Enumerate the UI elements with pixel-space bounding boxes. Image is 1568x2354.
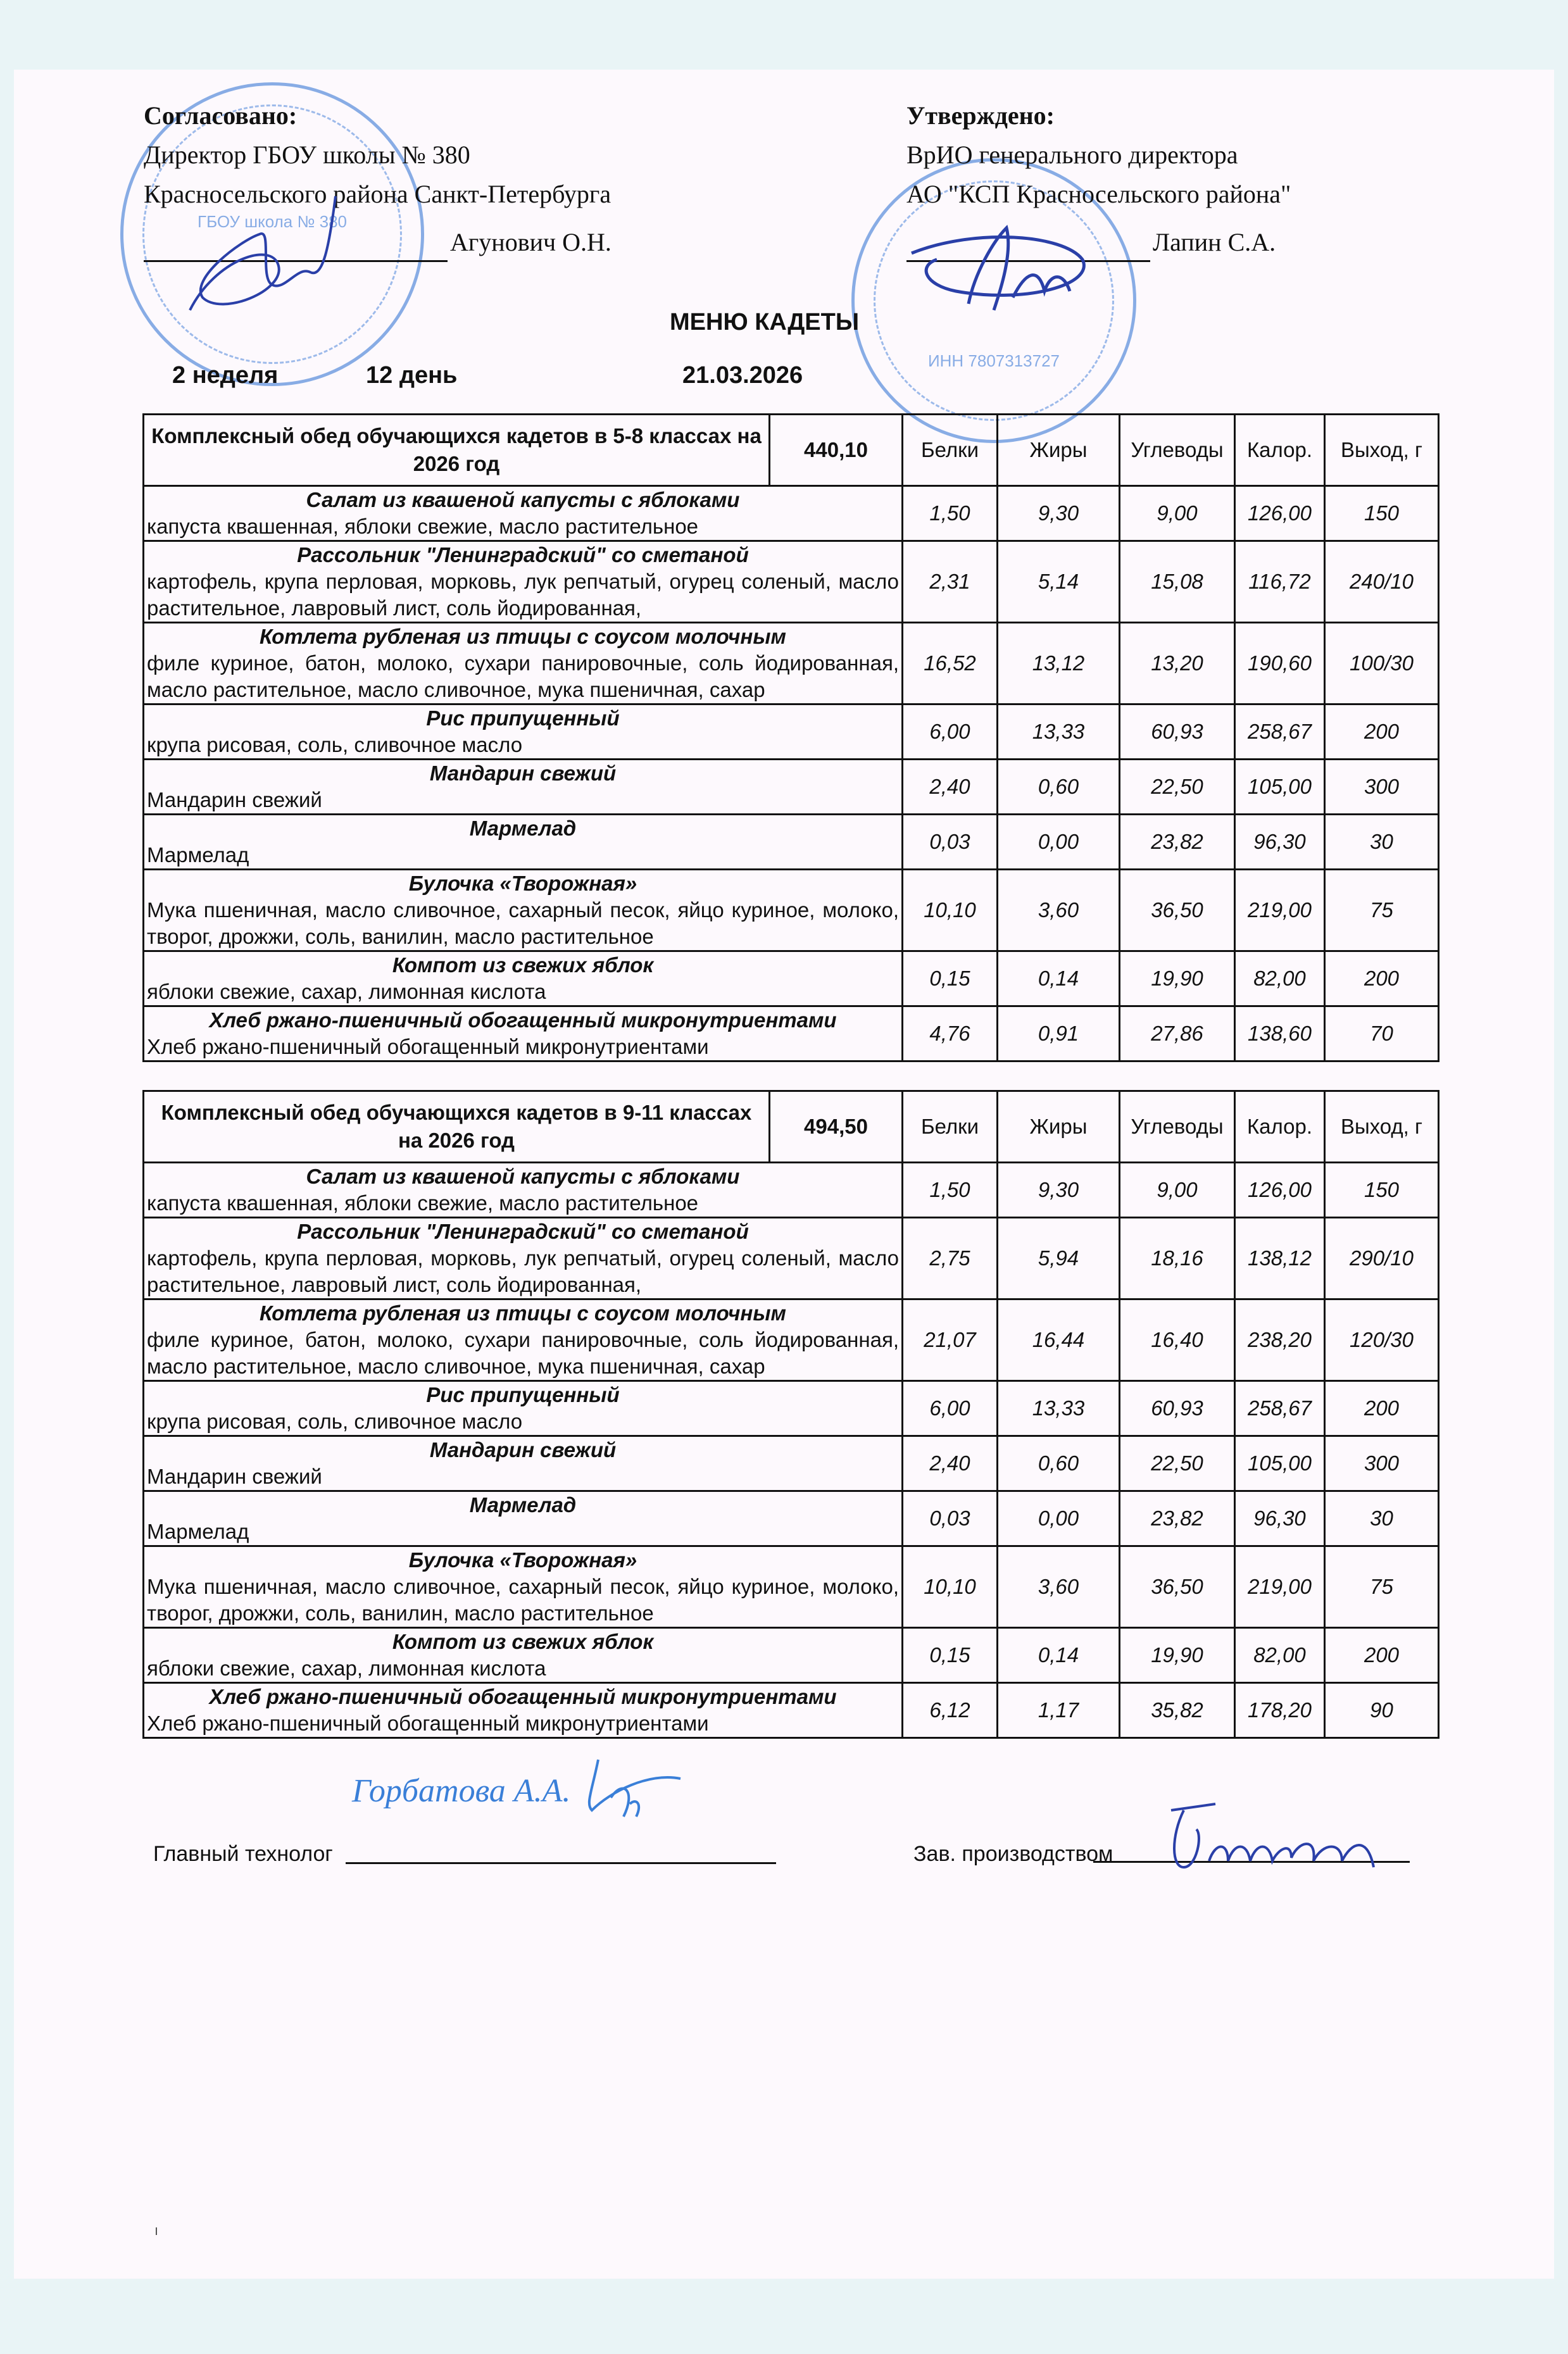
menu-day: 12 день bbox=[366, 362, 458, 389]
nutrition-value: 240/10 bbox=[1325, 541, 1439, 623]
nutrition-value: 15,08 bbox=[1120, 541, 1235, 623]
column-header: Выход, г bbox=[1325, 1091, 1439, 1163]
dish-name: Салат из квашеной капусты с яблоками bbox=[306, 1165, 740, 1188]
dish-name: Рис припущенный bbox=[426, 706, 620, 730]
nutrition-value: 300 bbox=[1325, 760, 1439, 815]
dish-row bbox=[144, 1628, 1439, 1683]
nutrition-value: 190,60 bbox=[1235, 623, 1325, 704]
nutrition-value: 16,44 bbox=[998, 1299, 1120, 1381]
nutrition-value: 300 bbox=[1325, 1436, 1439, 1491]
dish-cell bbox=[144, 623, 903, 704]
nutrition-value: 75 bbox=[1325, 1546, 1439, 1628]
dish-cell bbox=[144, 1006, 903, 1061]
dish-row bbox=[144, 951, 1439, 1006]
dish-ingredients: Мармелад bbox=[147, 843, 249, 867]
dish-ingredients: крупа рисовая, соль, сливочное масло bbox=[147, 1410, 523, 1433]
nutrition-value: 16,40 bbox=[1120, 1299, 1235, 1381]
approval-right-title: Утверждено: bbox=[906, 101, 1055, 130]
director-general-signature bbox=[899, 215, 1108, 323]
nutrition-value: 0,03 bbox=[903, 815, 998, 870]
dish-ingredients: Хлеб ржано-пшеничный обогащенный микронутриентами bbox=[147, 1712, 709, 1735]
nutrition-value: 35,82 bbox=[1120, 1683, 1235, 1738]
nutrition-value: 150 bbox=[1325, 1163, 1439, 1218]
nutrition-value: 2,40 bbox=[903, 1436, 998, 1491]
nutrition-value: 258,67 bbox=[1235, 704, 1325, 760]
dish-name: Компот из свежих яблок bbox=[392, 1630, 654, 1653]
dish-name: Котлета рубленая из птицы с соусом молочным bbox=[260, 1301, 786, 1325]
dish-cell bbox=[144, 815, 903, 870]
lunch-price: 494,50 bbox=[770, 1091, 903, 1163]
column-header: Белки bbox=[903, 415, 998, 486]
nutrition-value: 4,76 bbox=[903, 1006, 998, 1061]
dish-ingredients: филе куриное, батон, молоко, сухари панировочные, соль йодированная, масло растительное, масло сливочное, мука пшеничная, сахар bbox=[147, 1328, 899, 1378]
dish-row bbox=[144, 815, 1439, 870]
director-signature bbox=[165, 184, 354, 329]
technologist-name-stamp: Горбатова А.А. bbox=[352, 1773, 571, 1809]
nutrition-value: 9,00 bbox=[1120, 486, 1235, 541]
dish-ingredients: капуста квашенная, яблоки свежие, масло растительное bbox=[147, 515, 699, 538]
nutrition-value: 60,93 bbox=[1120, 1381, 1235, 1436]
dish-cell bbox=[144, 1436, 903, 1491]
dish-name: Мармелад bbox=[469, 817, 577, 840]
column-header: Жиры bbox=[998, 415, 1120, 486]
company-stamp: ИНН 7807313727 bbox=[851, 158, 1136, 443]
technologist-signature bbox=[573, 1753, 687, 1829]
dish-ingredients: Мармелад bbox=[147, 1520, 249, 1543]
nutrition-value: 13,12 bbox=[998, 623, 1120, 704]
dish-ingredients: Мука пшеничная, масло сливочное, сахарный песок, яйцо куриное, молоко, творог, дрожжи, соль, ванилин, масло растительное bbox=[147, 898, 899, 948]
dish-row bbox=[144, 1299, 1439, 1381]
dish-name: Рассольник "Ленинградский" со сметаной bbox=[297, 1220, 749, 1243]
nutrition-value: 0,00 bbox=[998, 1491, 1120, 1546]
dish-row bbox=[144, 1381, 1439, 1436]
approval-left-line: Директор ГБОУ школы № 380 bbox=[144, 141, 470, 169]
nutrition-value: 100/30 bbox=[1325, 623, 1439, 704]
dish-name: Хлеб ржано-пшеничный обогащенный микронутриентами bbox=[209, 1685, 837, 1708]
nutrition-value: 1,17 bbox=[998, 1683, 1120, 1738]
nutrition-value: 126,00 bbox=[1235, 486, 1325, 541]
dish-row bbox=[144, 623, 1439, 704]
dish-row bbox=[144, 486, 1439, 541]
dish-cell bbox=[144, 1546, 903, 1628]
column-header: Калор. bbox=[1235, 1091, 1325, 1163]
nutrition-value: 105,00 bbox=[1235, 1436, 1325, 1491]
nutrition-value: 5,14 bbox=[998, 541, 1120, 623]
nutrition-value: 138,60 bbox=[1235, 1006, 1325, 1061]
nutrition-value: 219,00 bbox=[1235, 1546, 1325, 1628]
nutrition-value: 2,75 bbox=[903, 1218, 998, 1299]
dish-row bbox=[144, 541, 1439, 623]
nutrition-value: 96,30 bbox=[1235, 815, 1325, 870]
nutrition-value: 0,00 bbox=[998, 815, 1120, 870]
nutrition-value: 23,82 bbox=[1120, 815, 1235, 870]
dish-cell bbox=[144, 1218, 903, 1299]
dish-ingredients: яблоки свежие, сахар, лимонная кислота bbox=[147, 1656, 546, 1680]
nutrition-value: 22,50 bbox=[1120, 1436, 1235, 1491]
dish-name: Булочка «Творожная» bbox=[408, 1548, 637, 1572]
chief-technologist-label: Главный технолог bbox=[153, 1842, 333, 1866]
dish-name: Рассольник "Ленинградский" со сметаной bbox=[297, 543, 749, 567]
column-header: Углеводы bbox=[1120, 1091, 1235, 1163]
nutrition-value: 23,82 bbox=[1120, 1491, 1235, 1546]
nutrition-value: 200 bbox=[1325, 1628, 1439, 1683]
nutrition-value: 138,12 bbox=[1235, 1218, 1325, 1299]
nutrition-value: 150 bbox=[1325, 486, 1439, 541]
column-header: Выход, г bbox=[1325, 415, 1439, 486]
lunch-price: 440,10 bbox=[770, 415, 903, 486]
nutrition-value: 82,00 bbox=[1235, 1628, 1325, 1683]
technologist-signature-line bbox=[346, 1862, 776, 1864]
dish-row bbox=[144, 1436, 1439, 1491]
production-head-signature bbox=[1133, 1798, 1399, 1886]
nutrition-value: 9,00 bbox=[1120, 1163, 1235, 1218]
dish-name: Хлеб ржано-пшеничный обогащенный микронутриентами bbox=[209, 1008, 837, 1032]
nutrition-value: 10,10 bbox=[903, 1546, 998, 1628]
nutrition-value: 30 bbox=[1325, 1491, 1439, 1546]
dish-cell bbox=[144, 1628, 903, 1683]
dish-ingredients: филе куриное, батон, молоко, сухари панировочные, соль йодированная, масло растительное, масло сливочное, мука пшеничная, сахар bbox=[147, 651, 899, 701]
dish-cell bbox=[144, 541, 903, 623]
dish-row bbox=[144, 1006, 1439, 1061]
nutrition-value: 96,30 bbox=[1235, 1491, 1325, 1546]
nutrition-value: 21,07 bbox=[903, 1299, 998, 1381]
lunch-title: Комплексный обед обучающихся кадетов в 9-11 классах на 2026 год bbox=[144, 1091, 770, 1163]
nutrition-value: 70 bbox=[1325, 1006, 1439, 1061]
nutrition-value: 18,16 bbox=[1120, 1218, 1235, 1299]
nutrition-value: 0,60 bbox=[998, 760, 1120, 815]
dish-ingredients: Хлеб ржано-пшеничный обогащенный микронутриентами bbox=[147, 1035, 709, 1058]
dish-cell bbox=[144, 951, 903, 1006]
dish-cell bbox=[144, 1491, 903, 1546]
column-header: Белки bbox=[903, 1091, 998, 1163]
nutrition-value: 13,33 bbox=[998, 704, 1120, 760]
dish-cell bbox=[144, 1299, 903, 1381]
nutrition-value: 3,60 bbox=[998, 1546, 1120, 1628]
table-header-row bbox=[144, 415, 1439, 486]
nutrition-value: 36,50 bbox=[1120, 870, 1235, 951]
nutrition-value: 0,15 bbox=[903, 951, 998, 1006]
nutrition-value: 238,20 bbox=[1235, 1299, 1325, 1381]
dish-row bbox=[144, 704, 1439, 760]
dish-cell bbox=[144, 1683, 903, 1738]
approval-right-line: АО "КСП Красносельского района" bbox=[906, 180, 1291, 208]
dish-name: Котлета рубленая из птицы с соусом молочным bbox=[260, 625, 786, 648]
school-stamp: ГБОУ школа № 380 bbox=[120, 82, 424, 386]
approval-left-signer: Агунович О.Н. bbox=[450, 228, 612, 256]
nutrition-value: 90 bbox=[1325, 1683, 1439, 1738]
nutrition-value: 0,14 bbox=[998, 951, 1120, 1006]
dish-ingredients: картофель, крупа перловая, морковь, лук репчатый, огурец соленый, масло растительное, лавровый лист, соль йодированная, bbox=[147, 1246, 899, 1296]
dish-ingredients: Мандарин свежий bbox=[147, 1465, 322, 1488]
approval-right-line: ВрИО генерального директора bbox=[906, 141, 1238, 169]
nutrition-value: 0,91 bbox=[998, 1006, 1120, 1061]
nutrition-value: 0,03 bbox=[903, 1491, 998, 1546]
dish-ingredients: крупа рисовая, соль, сливочное масло bbox=[147, 733, 523, 756]
nutrition-value: 3,60 bbox=[998, 870, 1120, 951]
dish-cell bbox=[144, 704, 903, 760]
nutrition-value: 219,00 bbox=[1235, 870, 1325, 951]
nutrition-value: 6,12 bbox=[903, 1683, 998, 1738]
column-header: Калор. bbox=[1235, 415, 1325, 486]
nutrition-value: 9,30 bbox=[998, 486, 1120, 541]
menu-title: МЕНЮ КАДЕТЫ bbox=[670, 309, 860, 335]
menu-table-grades-5-8 bbox=[142, 413, 1439, 1062]
dish-name: Рис припущенный bbox=[426, 1383, 620, 1406]
nutrition-value: 36,50 bbox=[1120, 1546, 1235, 1628]
dish-cell bbox=[144, 1163, 903, 1218]
column-header: Углеводы bbox=[1120, 415, 1235, 486]
nutrition-value: 178,20 bbox=[1235, 1683, 1325, 1738]
nutrition-value: 1,50 bbox=[903, 1163, 998, 1218]
nutrition-value: 30 bbox=[1325, 815, 1439, 870]
dish-row bbox=[144, 1546, 1439, 1628]
dish-row bbox=[144, 760, 1439, 815]
menu-table-grades-9-11 bbox=[142, 1090, 1439, 1739]
table-header-row bbox=[144, 1091, 1439, 1163]
nutrition-value: 75 bbox=[1325, 870, 1439, 951]
dish-name: Мандарин свежий bbox=[429, 1438, 617, 1462]
nutrition-value: 0,15 bbox=[903, 1628, 998, 1683]
nutrition-value: 0,60 bbox=[998, 1436, 1120, 1491]
nutrition-value: 6,00 bbox=[903, 1381, 998, 1436]
dish-name: Мармелад bbox=[469, 1493, 577, 1517]
nutrition-value: 27,86 bbox=[1120, 1006, 1235, 1061]
dish-ingredients: Мандарин свежий bbox=[147, 788, 322, 811]
menu-date: 21.03.2026 bbox=[682, 362, 803, 389]
lunch-title: Комплексный обед обучающихся кадетов в 5-8 классах на 2026 год bbox=[144, 415, 770, 486]
nutrition-value: 13,20 bbox=[1120, 623, 1235, 704]
dish-ingredients: картофель, крупа перловая, морковь, лук репчатый, огурец соленый, масло растительное, лавровый лист, соль йодированная, bbox=[147, 570, 899, 620]
nutrition-value: 1,50 bbox=[903, 486, 998, 541]
nutrition-value: 5,94 bbox=[998, 1218, 1120, 1299]
dish-cell bbox=[144, 870, 903, 951]
dish-name: Компот из свежих яблок bbox=[392, 953, 654, 977]
nutrition-value: 60,93 bbox=[1120, 704, 1235, 760]
dish-name: Салат из квашеной капусты с яблоками bbox=[306, 488, 740, 511]
dish-row bbox=[144, 1683, 1439, 1738]
dish-cell bbox=[144, 486, 903, 541]
production-head-label: Зав. производством bbox=[913, 1842, 1113, 1866]
approval-right-signer: Лапин С.А. bbox=[1153, 228, 1276, 256]
nutrition-value: 116,72 bbox=[1235, 541, 1325, 623]
nutrition-value: 19,90 bbox=[1120, 951, 1235, 1006]
nutrition-value: 6,00 bbox=[903, 704, 998, 760]
dish-row bbox=[144, 870, 1439, 951]
dish-ingredients: Мука пшеничная, масло сливочное, сахарный песок, яйцо куриное, молоко, творог, дрожжи, соль, ванилин, масло растительное bbox=[147, 1575, 899, 1625]
nutrition-value: 82,00 bbox=[1235, 951, 1325, 1006]
nutrition-value: 200 bbox=[1325, 704, 1439, 760]
dish-name: Булочка «Творожная» bbox=[408, 872, 637, 895]
nutrition-value: 9,30 bbox=[998, 1163, 1120, 1218]
nutrition-value: 10,10 bbox=[903, 870, 998, 951]
nutrition-value: 105,00 bbox=[1235, 760, 1325, 815]
dish-row bbox=[144, 1491, 1439, 1546]
dish-row bbox=[144, 1218, 1439, 1299]
dish-ingredients: яблоки свежие, сахар, лимонная кислота bbox=[147, 980, 546, 1003]
nutrition-value: 120/30 bbox=[1325, 1299, 1439, 1381]
dish-cell bbox=[144, 1381, 903, 1436]
nutrition-value: 200 bbox=[1325, 1381, 1439, 1436]
nutrition-value: 19,90 bbox=[1120, 1628, 1235, 1683]
dish-cell bbox=[144, 760, 903, 815]
nutrition-value: 290/10 bbox=[1325, 1218, 1439, 1299]
nutrition-value: 0,14 bbox=[998, 1628, 1120, 1683]
nutrition-value: 2,31 bbox=[903, 541, 998, 623]
nutrition-value: 126,00 bbox=[1235, 1163, 1325, 1218]
column-header: Жиры bbox=[998, 1091, 1120, 1163]
menu-week: 2 неделя bbox=[172, 362, 279, 389]
dish-name: Мандарин свежий bbox=[429, 761, 617, 785]
nutrition-value: 258,67 bbox=[1235, 1381, 1325, 1436]
approval-left-title: Согласовано: bbox=[144, 101, 298, 130]
dish-row bbox=[144, 1163, 1439, 1218]
nutrition-value: 22,50 bbox=[1120, 760, 1235, 815]
nutrition-value: 2,40 bbox=[903, 760, 998, 815]
nutrition-value: 16,52 bbox=[903, 623, 998, 704]
approval-left-line: Красносельского района Санкт-Петербурга bbox=[144, 180, 612, 208]
nutrition-value: 13,33 bbox=[998, 1381, 1120, 1436]
dish-ingredients: капуста квашенная, яблоки свежие, масло растительное bbox=[147, 1191, 699, 1215]
nutrition-value: 200 bbox=[1325, 951, 1439, 1006]
scan-artifact bbox=[156, 2227, 157, 2235]
